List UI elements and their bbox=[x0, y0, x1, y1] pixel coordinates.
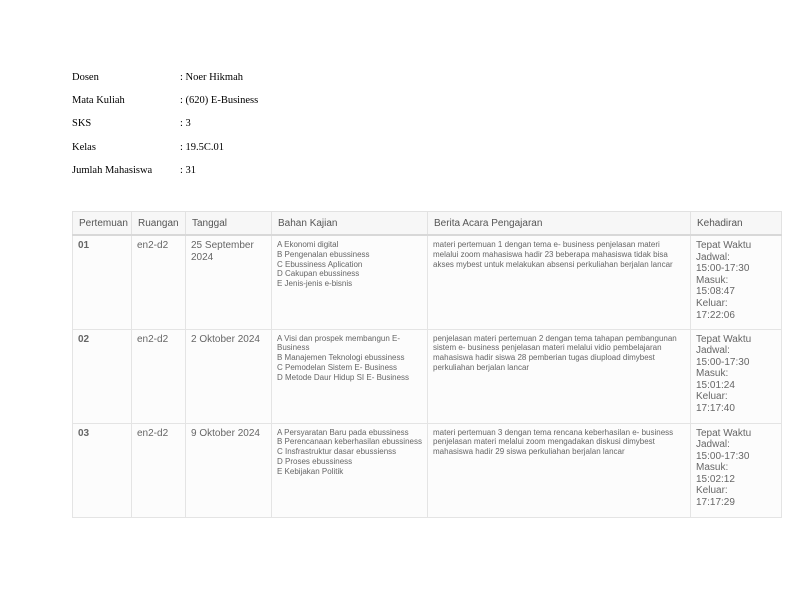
header-pertemuan: Pertemuan bbox=[73, 212, 132, 236]
cell-kehadiran bbox=[691, 329, 782, 423]
info-row-sks bbox=[72, 118, 258, 141]
cell-tanggal: 9 Oktober 2024 bbox=[186, 423, 272, 517]
attendance-line: Keluar: bbox=[696, 297, 728, 309]
attendance-line: 17:17:40 bbox=[696, 403, 735, 415]
cell-pertemuan: 01 bbox=[73, 235, 132, 329]
table-row bbox=[73, 329, 782, 423]
header-tanggal: Tanggal bbox=[186, 212, 272, 236]
attendance-status: Tepat Waktu bbox=[696, 427, 752, 439]
cell-berita-acara: penjelasan materi pertemuan 2 dengan tema tahapan pembangunan sistem e- business penjelasan materi melalui vidio pembelajaran mahasiswa hadir siswa 28 pemberian tugas diupload dimybest perkuliahan berjalan lancar bbox=[428, 329, 691, 423]
attendance-line: Masuk: bbox=[696, 368, 729, 380]
material-item: D Proses ebussiness bbox=[277, 456, 353, 466]
material-item: A Visi dan prospek membangun E-Business bbox=[277, 333, 401, 353]
attendance-line: Masuk: bbox=[696, 462, 729, 474]
info-label: Mata Kuliah bbox=[72, 95, 125, 107]
cell-berita-acara: materi pertemuan 3 dengan tema rencana keberhasilan e- business penjelasan materi melalui zoom mengadakan diskusi dimybest mahasiswa hadir 29 siswa perkuliahan berjalan lancar bbox=[428, 423, 691, 517]
attendance-line: 15:08:47 bbox=[696, 286, 735, 298]
attendance-line: Keluar: bbox=[696, 485, 728, 497]
cell-pertemuan: 02 bbox=[73, 329, 132, 423]
attendance-line: Keluar: bbox=[696, 391, 728, 403]
material-item: C Insfrastruktur dasar ebussienss bbox=[277, 447, 397, 457]
header-berita-acara: Berita Acara Pengajaran bbox=[428, 212, 691, 236]
attendance-status: Tepat Waktu bbox=[696, 333, 752, 345]
cell-ruangan: en2-d2 bbox=[132, 423, 186, 517]
attendance-line: 17:17:29 bbox=[696, 497, 735, 509]
attendance-line: 15:00-17:30 bbox=[696, 263, 750, 275]
cell-tanggal: 25 September 2024 bbox=[186, 235, 272, 329]
attendance-line: 15:00-17:30 bbox=[696, 450, 750, 462]
cell-ruangan: en2-d2 bbox=[132, 235, 186, 329]
header-bahan-kajian: Bahan Kajian bbox=[272, 212, 428, 236]
info-label: Dosen bbox=[72, 72, 99, 83]
material-item: D Metode Daur Hidup SI E- Business bbox=[277, 372, 410, 382]
info-value: : Noer Hikmah bbox=[180, 72, 243, 83]
material-item: E Kebijakan Politik bbox=[277, 466, 344, 476]
attendance-status: Tepat Waktu bbox=[696, 240, 752, 251]
info-value: : 31 bbox=[180, 164, 197, 176]
info-row-dosen bbox=[72, 72, 258, 95]
cell-bahan-kajian bbox=[272, 235, 428, 329]
attendance-line: Jadwal: bbox=[696, 251, 730, 263]
cell-bahan-kajian bbox=[272, 423, 428, 517]
cell-tanggal: 2 Oktober 2024 bbox=[186, 329, 272, 423]
info-value: : (620) E-Business bbox=[180, 95, 259, 107]
material-item: B Manajemen Teknologi ebussiness bbox=[277, 353, 405, 363]
material-item: B Pengenalan ebussiness bbox=[277, 249, 370, 259]
material-item: C Ebussiness Aplication bbox=[277, 259, 363, 269]
material-item: B Perencanaan keberhasilan ebussiness bbox=[277, 437, 422, 447]
info-label: Kelas bbox=[72, 141, 96, 153]
cell-ruangan: en2-d2 bbox=[132, 329, 186, 423]
attendance-line: Jadwal: bbox=[696, 439, 730, 451]
table-row bbox=[73, 423, 782, 517]
info-label: SKS bbox=[72, 118, 92, 130]
header-kehadiran: Kehadiran bbox=[691, 212, 782, 236]
cell-pertemuan: 03 bbox=[73, 423, 132, 517]
cell-kehadiran bbox=[691, 235, 782, 329]
material-item: E Jenis-jenis e-bisnis bbox=[277, 279, 353, 289]
material-item: D Cakupan ebussiness bbox=[277, 269, 360, 279]
info-row-mata-kuliah bbox=[72, 95, 258, 118]
info-value: : 19.5C.01 bbox=[180, 141, 225, 153]
schedule-table bbox=[72, 211, 782, 518]
header-ruangan: Ruangan bbox=[132, 212, 186, 236]
info-row-jumlah-mahasiswa bbox=[72, 165, 258, 188]
attendance-line: Masuk: bbox=[696, 274, 729, 286]
table-header-row bbox=[73, 212, 782, 236]
cell-kehadiran bbox=[691, 423, 782, 517]
cell-berita-acara: materi pertemuan 1 dengan tema e- business penjelasan materi melalui zoom mahasiswa hadir 23 beberapa mahasiswa tidak bisa akses mybest untuk melakukan absensi perkuliahan berjalan lancar bbox=[428, 235, 691, 329]
cell-bahan-kajian bbox=[272, 329, 428, 423]
info-value: : 3 bbox=[180, 118, 191, 130]
course-info bbox=[72, 72, 258, 188]
material-item: A Persyaratan Baru pada ebussiness bbox=[277, 427, 409, 437]
material-item: A Ekonomi digital bbox=[277, 240, 339, 249]
material-item: C Pemodelan Sistem E- Business bbox=[277, 362, 398, 372]
attendance-line: 15:02:12 bbox=[696, 473, 735, 485]
table-row bbox=[73, 235, 782, 329]
attendance-line: 15:00-17:30 bbox=[696, 356, 750, 368]
info-row-kelas bbox=[72, 142, 258, 165]
attendance-line: Jadwal: bbox=[696, 345, 730, 357]
attendance-line: 17:22:06 bbox=[696, 309, 735, 321]
attendance-line: 15:01:24 bbox=[696, 379, 735, 391]
info-label: Jumlah Mahasiswa bbox=[72, 164, 153, 176]
